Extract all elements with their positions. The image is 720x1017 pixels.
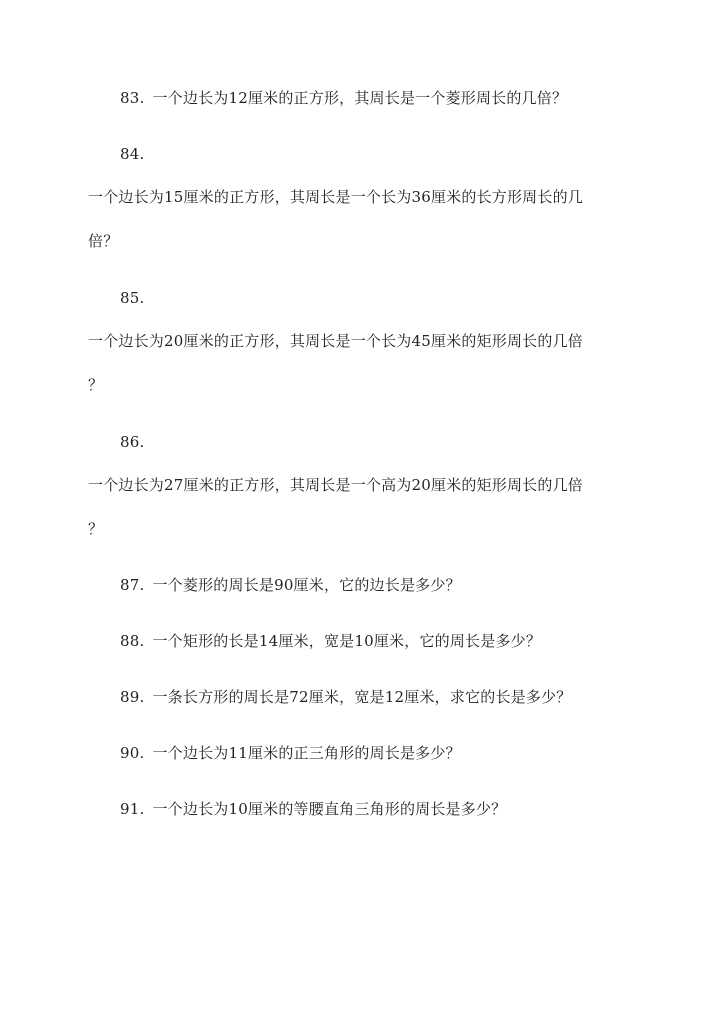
question-text: 一个边长为12厘米的正方形，其周长是一个菱形周长的几倍？	[152, 89, 568, 107]
question-89	[120, 687, 571, 707]
question-86-text-line2: ？	[88, 520, 104, 538]
question-86-text-line1: 一个边长为27厘米的正方形，其周长是一个高为20厘米的矩形周长的几倍	[88, 476, 583, 494]
question-88	[120, 631, 541, 651]
question-number: 89.	[120, 688, 145, 706]
question-text: 一个矩形的长是14厘米，宽是10厘米，它的周长是多少？	[152, 632, 542, 650]
question-85-text-line1: 一个边长为20厘米的正方形，其周长是一个长为45厘米的矩形周长的几倍	[88, 332, 583, 350]
question-84-text-line2: 倍？	[88, 232, 119, 250]
question-number: 87.	[120, 576, 145, 594]
question-86-number: 86.	[120, 433, 145, 451]
question-83	[120, 88, 567, 108]
question-91	[120, 799, 506, 819]
question-number: 91.	[120, 800, 145, 818]
question-number: 88.	[120, 632, 145, 650]
question-84-number: 84.	[120, 145, 145, 163]
question-84-text-line1: 一个边长为15厘米的正方形，其周长是一个长为36厘米的长方形周长的几	[88, 188, 583, 206]
question-text: 一个边长为11厘米的正三角形的周长是多少？	[152, 744, 461, 762]
question-85-text-line2: ？	[88, 376, 104, 394]
question-number: 90.	[120, 744, 145, 762]
question-text: 一条长方形的周长是72厘米，宽是12厘米，求它的长是多少？	[152, 688, 572, 706]
question-text: 一个菱形的周长是90厘米，它的边长是多少？	[152, 576, 461, 594]
question-85-number: 85.	[120, 289, 145, 307]
question-87	[120, 575, 461, 595]
question-number: 83.	[120, 89, 145, 107]
question-text: 一个边长为10厘米的等腰直角三角形的周长是多少？	[152, 800, 507, 818]
question-90	[120, 743, 461, 763]
